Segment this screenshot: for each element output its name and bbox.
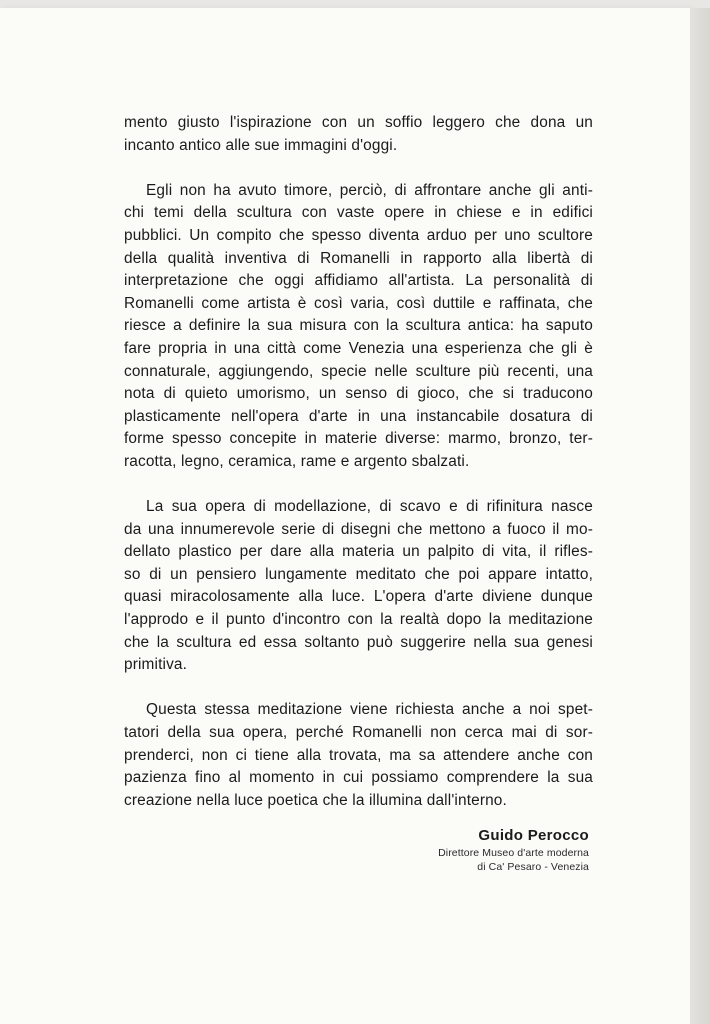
text-line: so di un pensiero lungamente meditato che poi appare intatto, [124, 565, 593, 583]
text-line: della qualità inventiva di Romanelli in rapporto alla libertà di [124, 249, 593, 267]
text-line: La sua opera di modellazione, di scavo e di rifinitura nasce [146, 498, 593, 516]
text-line: mento giusto l'ispirazione con un soffio leggero che dona un [124, 114, 593, 131]
author-location: di Ca' Pesaro - Venezia [477, 861, 589, 873]
text-line: Romanelli come artista è così varia, così duttile e raffinata, che [124, 294, 593, 312]
text-line: chi temi della scultura con vaste opere in chiese e in edifici [124, 204, 593, 222]
text-line: quasi miracolosamente alla luce. L'opera d'arte diviene dunque [124, 588, 593, 606]
text-line: plasticamente nell'opera d'arte in una instancabile dosatura di [124, 407, 593, 425]
text-line: fare propria in una città come Venezia una esperienza che gli è [124, 339, 593, 357]
page-right-edge [690, 8, 710, 1024]
text-line: incanto antico alle sue immagini d'oggi. [124, 136, 398, 154]
text-line: Questa stessa meditazione viene richiesta anche a noi spet- [146, 701, 593, 719]
text-line: connaturale, aggiungendo, specie nelle sculture più recenti, una [124, 362, 593, 380]
paragraph-1 [124, 112, 593, 157]
paragraph-2 [124, 180, 593, 474]
signature-block [438, 826, 589, 874]
author-name: Guido Perocco [478, 827, 589, 844]
page-top-edge [0, 0, 710, 8]
text-line: racotta, legno, ceramica, rame e argento sbalzati. [124, 452, 470, 470]
text-line: pubblici. Un compito che spesso diventa arduo per uno scultore [124, 226, 593, 244]
author-role: Direttore Museo d'arte moderna [438, 847, 589, 859]
text-line: interpretazione che oggi affidiamo all'artista. La personalità di [124, 272, 593, 290]
text-line: primitiva. [124, 656, 188, 674]
text-line: pazienza fino al momento in cui possiamo comprendere la sua [124, 769, 593, 787]
text-line: creazione nella luce poetica che la illumina dall'interno. [124, 791, 507, 809]
text-line: riesce a definire la sua misura con la scultura antica: ha saputo [124, 317, 593, 335]
paragraph-3 [124, 496, 593, 677]
paragraph-4 [124, 699, 593, 812]
text-line: nota di quieto umorismo, un senso di gioco, che si traducono [124, 385, 593, 403]
text-line: prenderci, non ci tiene alla trovata, ma sa attendere anche con [124, 746, 593, 764]
text-line: tatori della sua opera, perché Romanelli non cerca mai di sor- [124, 724, 593, 742]
text-line: da una innumerevole serie di disegni che mettono a fuoco il mo- [124, 520, 593, 538]
text-line: l'approdo e il punto d'incontro con la realtà dopo la meditazione [124, 611, 593, 629]
text-line: Egli non ha avuto timore, perciò, di affrontare anche gli anti- [146, 181, 593, 199]
body-text [124, 112, 593, 835]
text-line: dellato plastico per dare alla materia un palpito di vita, il rifles- [124, 543, 593, 561]
text-line: forme spesso concepite in materie diverse: marmo, bronzo, ter- [124, 430, 593, 448]
text-line: che la scultura ed essa soltanto può suggerire nella sua genesi [124, 633, 593, 651]
